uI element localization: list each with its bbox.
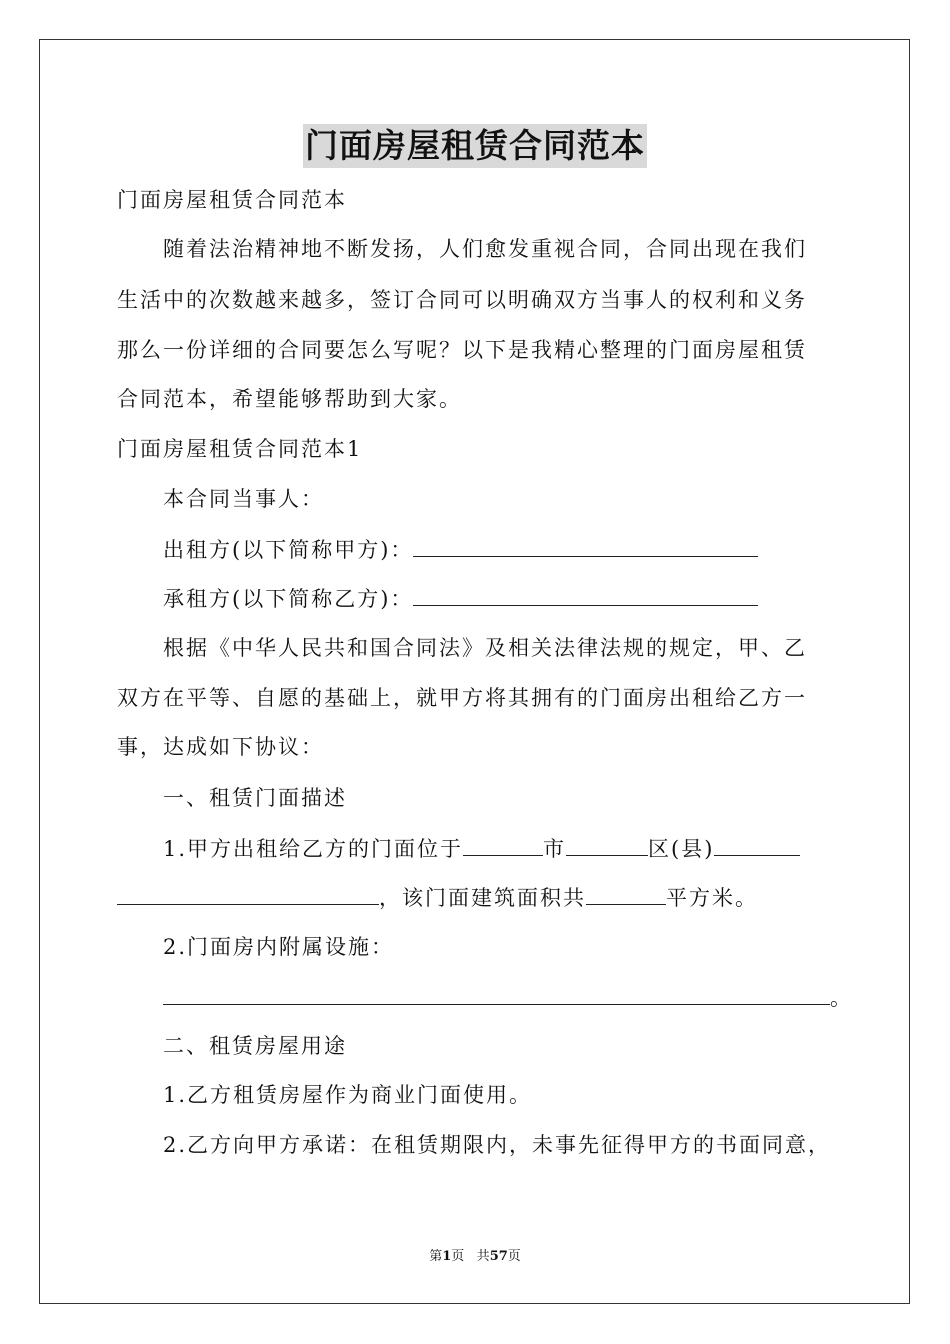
- article1-item2: 2.门面房内附属设施：: [163, 935, 395, 959]
- area-blank: [586, 882, 666, 905]
- footer-page-prefix: 第: [429, 1249, 443, 1264]
- article1-item1-unit: 平方米。: [666, 886, 758, 910]
- article1-heading: 一、租赁门面描述: [163, 786, 347, 810]
- document-title: 门面房屋租赁合同范本: [303, 124, 647, 168]
- lessee-blank: [413, 583, 758, 606]
- footer-page-suffix: 页: [451, 1249, 465, 1264]
- intro-line-2: 生活中的次数越来越多，签订合同可以明确双方当事人的权利和义务: [117, 288, 807, 312]
- article1-item1-text-a: 1.甲方出租给乙方的门面位于: [163, 837, 464, 861]
- parties-label: 本合同当事人：: [163, 487, 324, 511]
- article2-item2: 2.乙方向甲方承诺：在租赁期限内，未事先征得甲方的书面同意，: [163, 1133, 832, 1157]
- lessor-blank: [413, 534, 758, 557]
- facilities-line: [163, 982, 853, 1013]
- facilities-blank: [163, 982, 830, 1005]
- intro-line-4: 合同范本，希望能够帮助到大家。: [117, 387, 462, 411]
- address-blank-end: [117, 882, 379, 905]
- lessor-line: [163, 534, 758, 565]
- city-blank: [463, 833, 543, 856]
- facilities-end: 。: [830, 986, 853, 1010]
- footer-page-number: 1: [442, 1249, 452, 1264]
- article1-item1-text-b: ，该门面建筑面积共: [379, 886, 586, 910]
- footer-total-pages: 57: [489, 1249, 508, 1264]
- article1-item1-line2: [117, 882, 758, 913]
- page-border: [39, 39, 910, 1304]
- footer-total-suffix: 页: [507, 1249, 521, 1264]
- section-heading: 门面房屋租赁合同范本1: [117, 437, 363, 461]
- document-subtitle: 门面房屋租赁合同范本: [117, 188, 347, 212]
- intro-line-3: 那么一份详细的合同要怎么写呢？以下是我精心整理的门面房屋租赁: [117, 338, 807, 362]
- intro-line-1: 随着法治精神地不断发扬，人们愈发重视合同，合同出现在我们: [163, 237, 807, 261]
- basis-line-3: 事，达成如下协议：: [117, 735, 324, 759]
- title-container: [0, 124, 950, 168]
- district-blank: [566, 833, 648, 856]
- basis-line-2: 双方在平等、自愿的基础上，就甲方将其拥有的门面房出租给乙方一: [117, 686, 807, 710]
- address-blank-start: [714, 833, 800, 856]
- page-footer: [0, 1248, 950, 1266]
- article1-item1-city: 市: [543, 837, 567, 861]
- article2-item1: 1.乙方租赁房屋作为商业门面使用。: [163, 1083, 533, 1107]
- basis-line-1: 根据《中华人民共和国合同法》及相关法律法规的规定，甲、乙: [163, 636, 807, 660]
- article2-heading: 二、租赁房屋用途: [163, 1034, 347, 1058]
- lessor-label: 出租方(以下简称甲方)：: [163, 538, 414, 562]
- footer-total-prefix: 共: [476, 1249, 490, 1264]
- article1-item1-district: 区(县): [648, 837, 715, 861]
- lessee-line: [163, 583, 758, 614]
- lessee-label: 承租方(以下简称乙方)：: [163, 587, 414, 611]
- article1-item1-line1: [163, 833, 800, 864]
